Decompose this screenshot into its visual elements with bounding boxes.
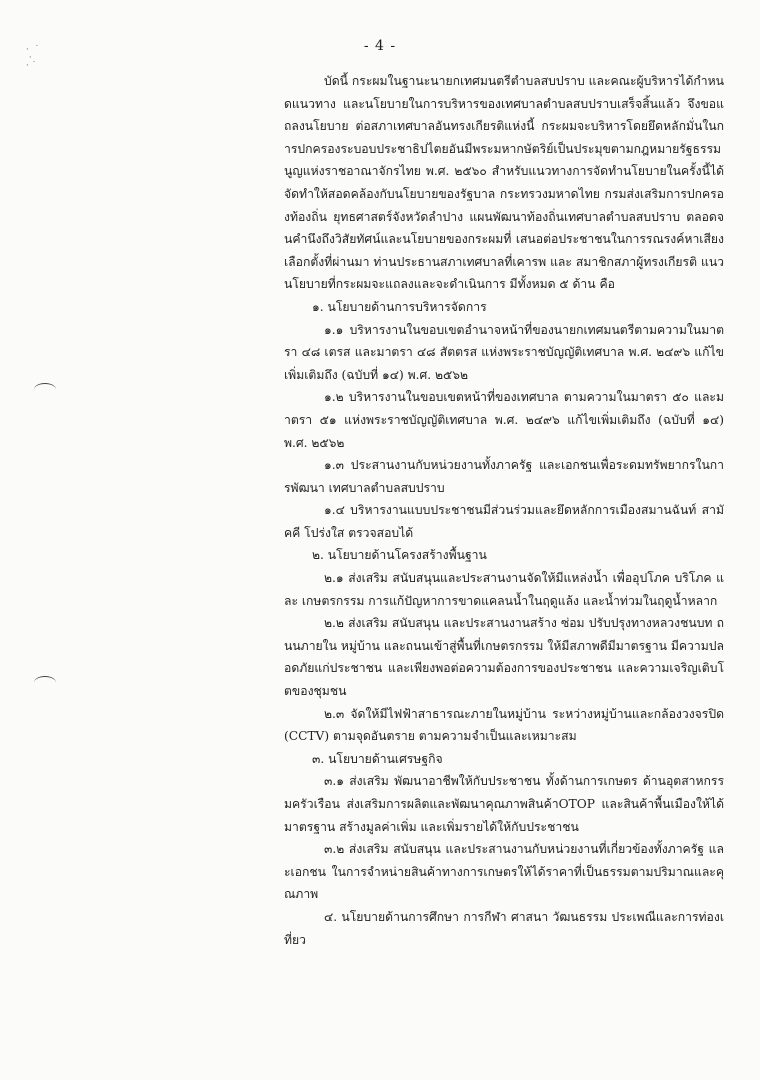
section-heading: ๒. นโยบายด้านโครงสร้างพื้นฐาน — [312, 548, 487, 563]
policy-item: ๓.๑ ส่งเสริม พัฒนาอาชีพให้กับประชาชน ทั้งด้านการเกษตร ด้านอุตสาหกรรมครัวเรือน ส่งเสริมการผลิตและพัฒนาคุณภาพสินค้าOTOP และสินค้าพื้นเมืองให้ได้มาตรฐาน สร้างมูลค่าเพิ่ม และเพิ่มรายได้ให้กับประชาชน — [284, 774, 724, 834]
policy-item: ๒.๑ ส่งเสริม สนับสนุนและประสานงานจัดให้มีแหล่งน้ำ เพื่ออุปโภค บริโภค และ เกษตรกรรม การแก้ปัญหาการขาดแคลนน้ำในฤดูแล้ง และน้ำท่วมในฤดูน้ำหลาก — [284, 571, 724, 608]
policy-item: ๒.๓ จัดให้มีไฟฟ้าสาธารณะภายในหมู่บ้าน ระหว่างหมู่บ้านและกล้องวงจรปิด (CCTV) ตามจุดอันตราย ตามความจำเป็นและเหมาะสม — [284, 706, 724, 744]
policy-item: ๒.๒ ส่งเสริม สนับสนุน และประสานงานสร้าง ซ่อม ปรับปรุงทางหลวงชนบท ถนนภายใน หมู่บ้าน และถนนเข้าสู่พื้นที่เกษตรกรรม ให้มีสภาพดีมีมาตรฐาน มีความปลอดภัยแก่ประชาชน และเพียงพอต่อความต้องการของประชาชน และความเจริญเติบโตของชุมชน — [284, 616, 724, 699]
punch-hole-mark — [34, 676, 56, 689]
section-heading: ๓. นโยบายด้านเศรษฐกิจ — [312, 751, 443, 766]
policy-item: ๑.๑ บริหารงานในขอบเขตอำนาจหน้าที่ของนายกเทศมนตรีตามความในมาตรา ๔๘ เตรส และมาตรา ๔๘ สัตตรส แห่งพระราชบัญญัติเทศบาล พ.ศ. ๒๔๙๖ แก้ไขเพิ่มเติมถึง (ฉบับที่ ๑๔) พ.ศ. ๒๕๖๒ — [284, 322, 724, 382]
policy-item: ๑.๔ บริหารงานแบบประชาชนมีส่วนร่วมและยึดหลักการเมืองสมานฉันท์ สามัคคี โปร่งใส ตรวจสอบได้ — [284, 503, 724, 540]
punch-hole-mark — [34, 383, 56, 396]
policy-item: ๑.๒ บริหารงานในขอบเขตหน้าที่ของเทศบาล ตามความในมาตรา ๕๐ และมาตรา ๕๑ แห่งพระราชบัญญัติเทศบาล พ.ศ. ๒๔๙๖ แก้ไขเพิ่มเติมถึง (ฉบับที่ ๑๔) พ.ศ. ๒๕๖๒ — [284, 390, 724, 450]
scan-specks: · ˙ · · ˙ — [26, 45, 40, 71]
intro-paragraph: บัดนี้ กระผมในฐานะนายกเทศมนตรีตำบลสบปราบ และคณะผู้บริหารได้กำหนดแนวทาง และนโยบายในการบริหารของเทศบาลตำบลสบปราบเสร็จสิ้นแล้ว จึงขอแถลงนโยบาย ต่อสภาเทศบาลอันทรงเกียรติแห่งนี้ กระผมจะบริหารโดยยึดหลักมั่นในการปกครองระบอบประชาธิปไตยอันมีพระมหากษัตริย์เป็นประมุขตามกฎหมายรัฐธรรมนูญแห่งราชอาณาจักรไทย พ.ศ. ๒๕๖๐ สำหรับแนวทางการจัดทำนโยบายในครั้งนี้ได้จัดทำให้สอดคล้องกับนโยบายของรัฐบาล กระทรวงมหาดไทย กรมส่งเสริมการปกครองท้องถิ่น ยุทธศาสตร์จังหวัดลำปาง แผนพัฒนาท้องถิ่นเทศบาลตำบลสบปราบ ตลอดจนคำนึงถึงวิสัยทัศน์และนโยบายของกระผมที่ เสนอต่อประชาชนในการรณรงค์หาเสียงเลือกตั้งที่ผ่านมา ท่านประธานสภาเทศบาลที่เคารพ และ สมาชิกสภาผู้ทรงเกียรติ แนวนโยบายที่กระผมจะแถลงและจะดำเนินการ มีทั้งหมด ๕ ด้าน คือ — [284, 74, 724, 292]
document-body — [284, 70, 724, 951]
section-heading: ๔. นโยบายด้านการศึกษา การกีฬา ศาสนา วัฒนธรรม ประเพณีและการท่องเที่ยว — [284, 909, 724, 947]
policy-item: ๑.๓ ประสานงานกับหน่วยงานทั้งภาครัฐ และเอกชนเพื่อระดมทรัพยากรในการพัฒนา เทศบาลตำบลสบปราบ — [284, 458, 724, 495]
page-number: - 4 - — [363, 38, 397, 54]
policy-item: ๓.๒ ส่งเสริม สนับสนุน และประสานงานกับหน่วยงานที่เกี่ยวข้องทั้งภาครัฐ และเอกชน ในการจำหน่ายสินค้าทางการเกษตรให้ได้ราคาที่เป็นธรรมตามปริมาณและคุณภาพ — [284, 842, 724, 902]
section-heading: ๑. นโยบายด้านการบริหารจัดการ — [312, 299, 487, 314]
